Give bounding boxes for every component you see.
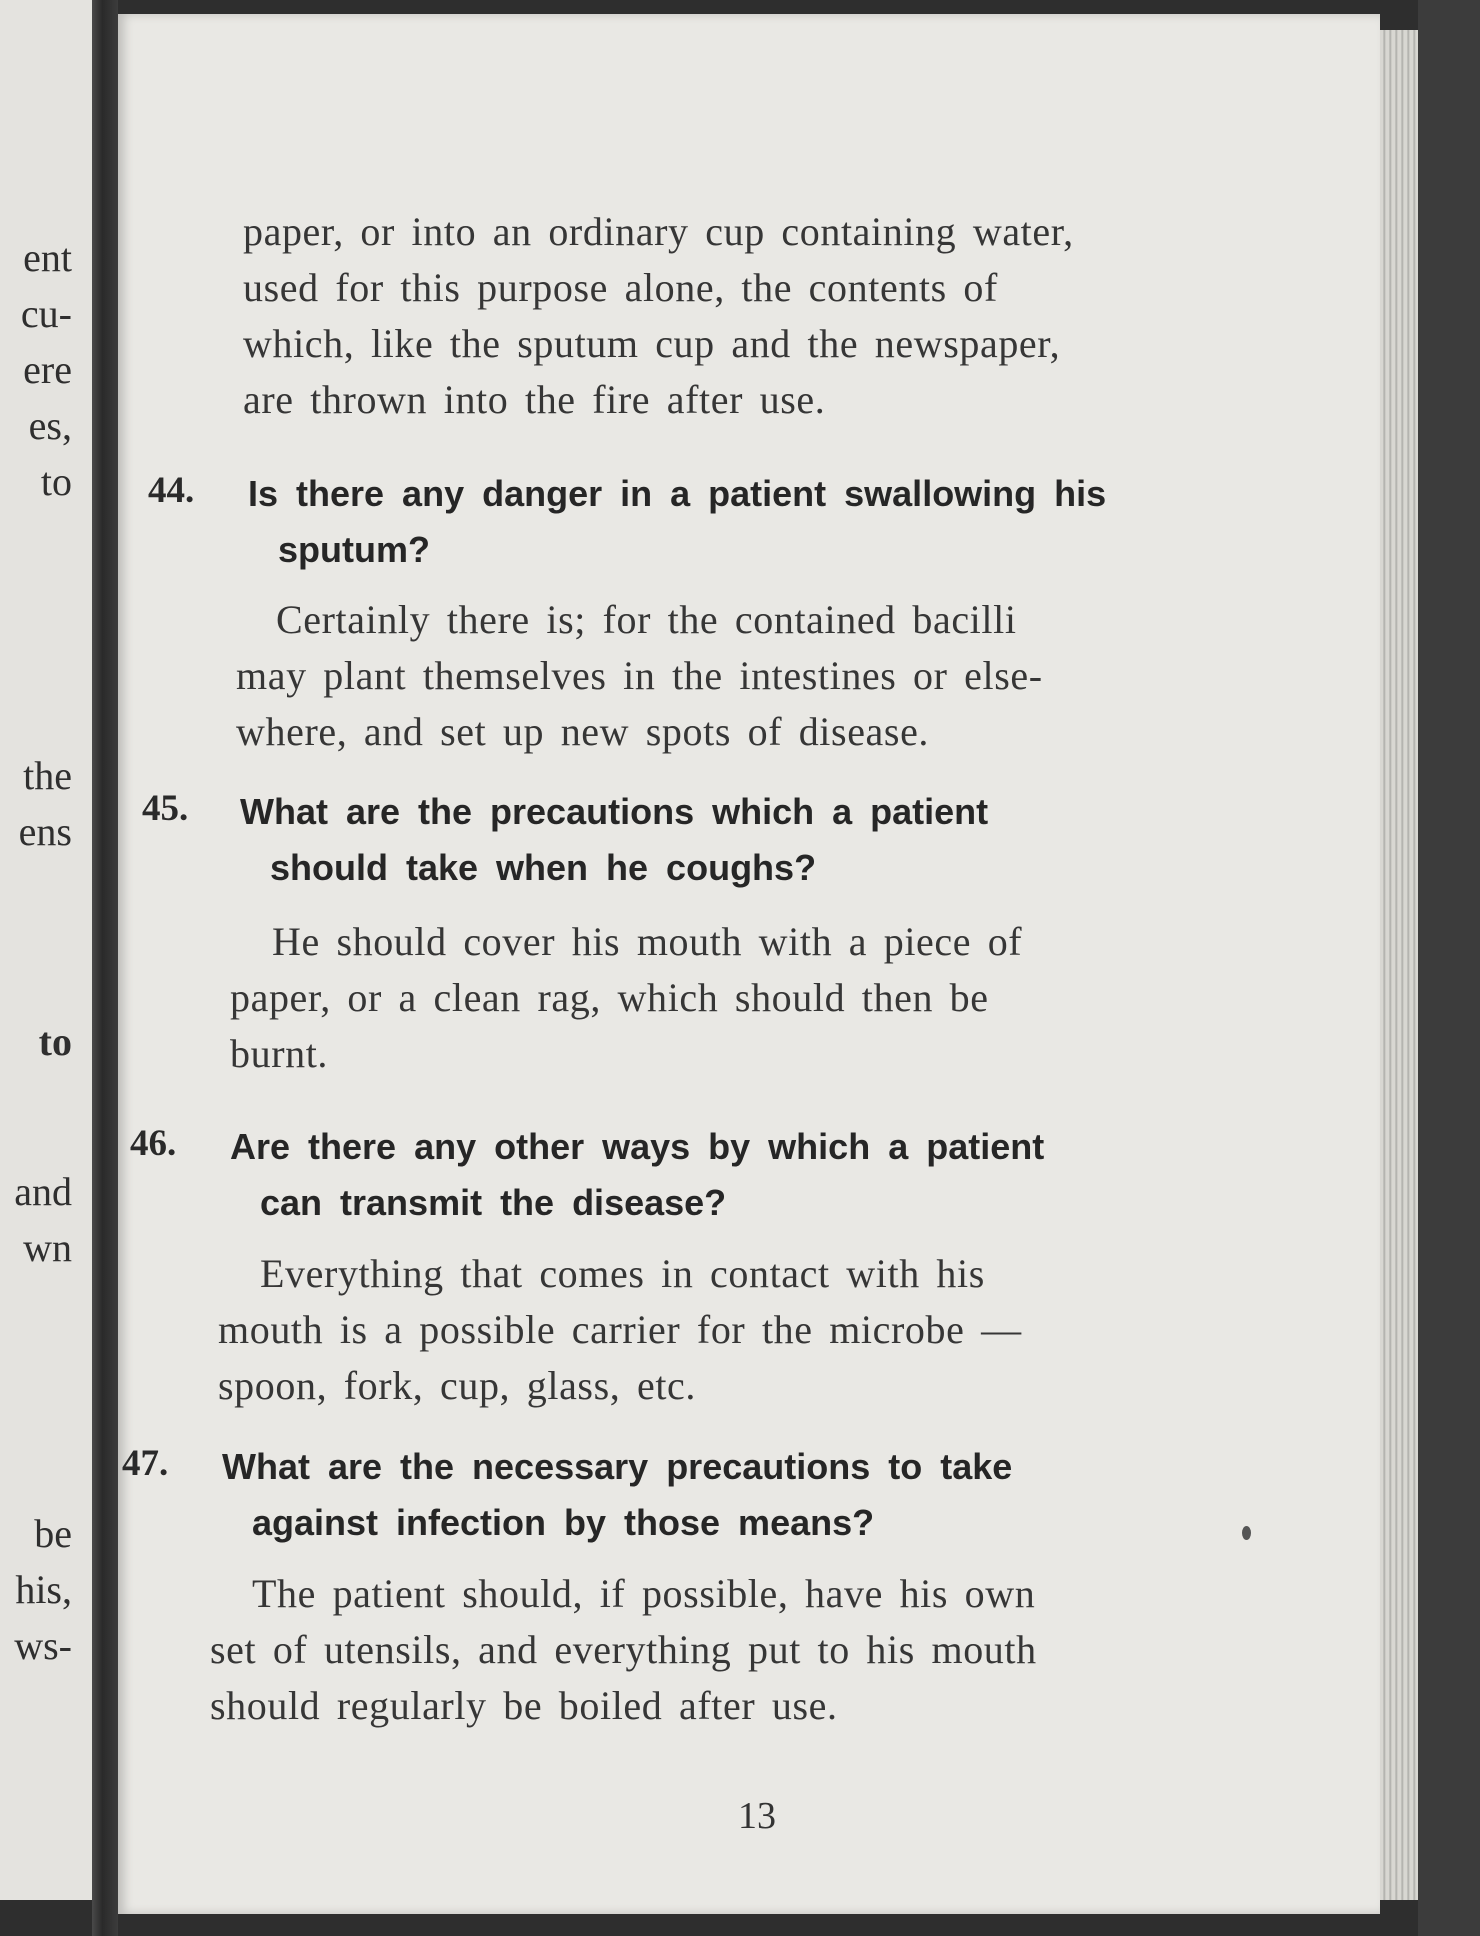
question-line: Are there any other ways by which a patient (230, 1126, 1045, 1167)
question-line: sputum? (278, 529, 430, 570)
question-line: Is there any danger in a patient swallowing his (248, 473, 1107, 514)
facing-page-fragment: his, (15, 1567, 72, 1612)
question-text (248, 466, 1328, 578)
page-number: 13 (738, 1795, 776, 1837)
facing-page-fragment: to (38, 1019, 72, 1064)
answer-paragraph (236, 592, 1326, 760)
text-line: Certainly there is; for the contained bacilli (276, 597, 1017, 642)
facing-page-fragment: the (23, 753, 72, 798)
question-number: 47. (122, 1443, 169, 1484)
facing-page-fragment: ent (23, 235, 72, 280)
text-line: He should cover his mouth with a piece of (272, 919, 1023, 964)
text-line: Everything that comes in contact with his (260, 1251, 985, 1296)
facing-page-fragment: to (40, 459, 72, 504)
answer-paragraph (230, 914, 1322, 1082)
text-line: burnt. (230, 1031, 329, 1076)
facing-page-fragment: wn (23, 1225, 72, 1270)
text-line: mouth is a possible carrier for the microbe — (218, 1307, 1022, 1352)
text-line: where, and set up new spots of disease. (236, 709, 930, 754)
text-line: set of utensils, and everything put to his mouth (210, 1627, 1037, 1672)
question-line: What are the necessary precautions to take (222, 1446, 1013, 1487)
text-line: which, like the sputum cup and the newspaper, (243, 321, 1061, 366)
question-number: 45. (142, 788, 189, 829)
facing-page-fragment: cu- (20, 291, 72, 336)
facing-page-fragment: ws- (14, 1623, 72, 1668)
facing-page-fragment: and (14, 1169, 72, 1214)
answer-paragraph (210, 1566, 1302, 1734)
text-line: paper, or a clean rag, which should then be (230, 975, 989, 1020)
continued-paragraph (243, 204, 1333, 428)
question-text (240, 784, 1250, 896)
question-number: 44. (148, 470, 195, 511)
book-gutter (92, 0, 118, 1936)
question-line: What are the precautions which a patient (240, 791, 989, 832)
question-text (230, 1119, 1310, 1231)
question-line: should take when he coughs? (270, 847, 817, 888)
text-line: are thrown into the fire after use. (243, 377, 826, 422)
facing-page-fragment: ere (23, 347, 72, 392)
text-line: should regularly be boiled after use. (210, 1683, 838, 1728)
facing-page-fragment: ens (18, 809, 72, 854)
facing-page-fragment: be (34, 1511, 72, 1556)
question-number: 46. (130, 1123, 177, 1164)
text-line: may plant themselves in the intestines or else- (236, 653, 1043, 698)
question-line: against infection by those means? (252, 1502, 875, 1543)
facing-page (0, 0, 92, 1900)
text-line: used for this purpose alone, the contents of (243, 265, 998, 310)
question-line: can transmit the disease? (260, 1182, 727, 1223)
text-line: spoon, fork, cup, glass, etc. (218, 1363, 696, 1408)
book-cover-edge (1418, 0, 1480, 1936)
answer-paragraph (218, 1246, 1310, 1414)
page-edges (1380, 30, 1418, 1900)
page-13 (118, 14, 1380, 1914)
text-line: The patient should, if possible, have his own (252, 1571, 1036, 1616)
facing-page-fragment: es, (28, 403, 72, 448)
ink-speck (1242, 1526, 1251, 1540)
question-text (222, 1439, 1302, 1551)
text-line: paper, or into an ordinary cup containing water, (243, 209, 1074, 254)
